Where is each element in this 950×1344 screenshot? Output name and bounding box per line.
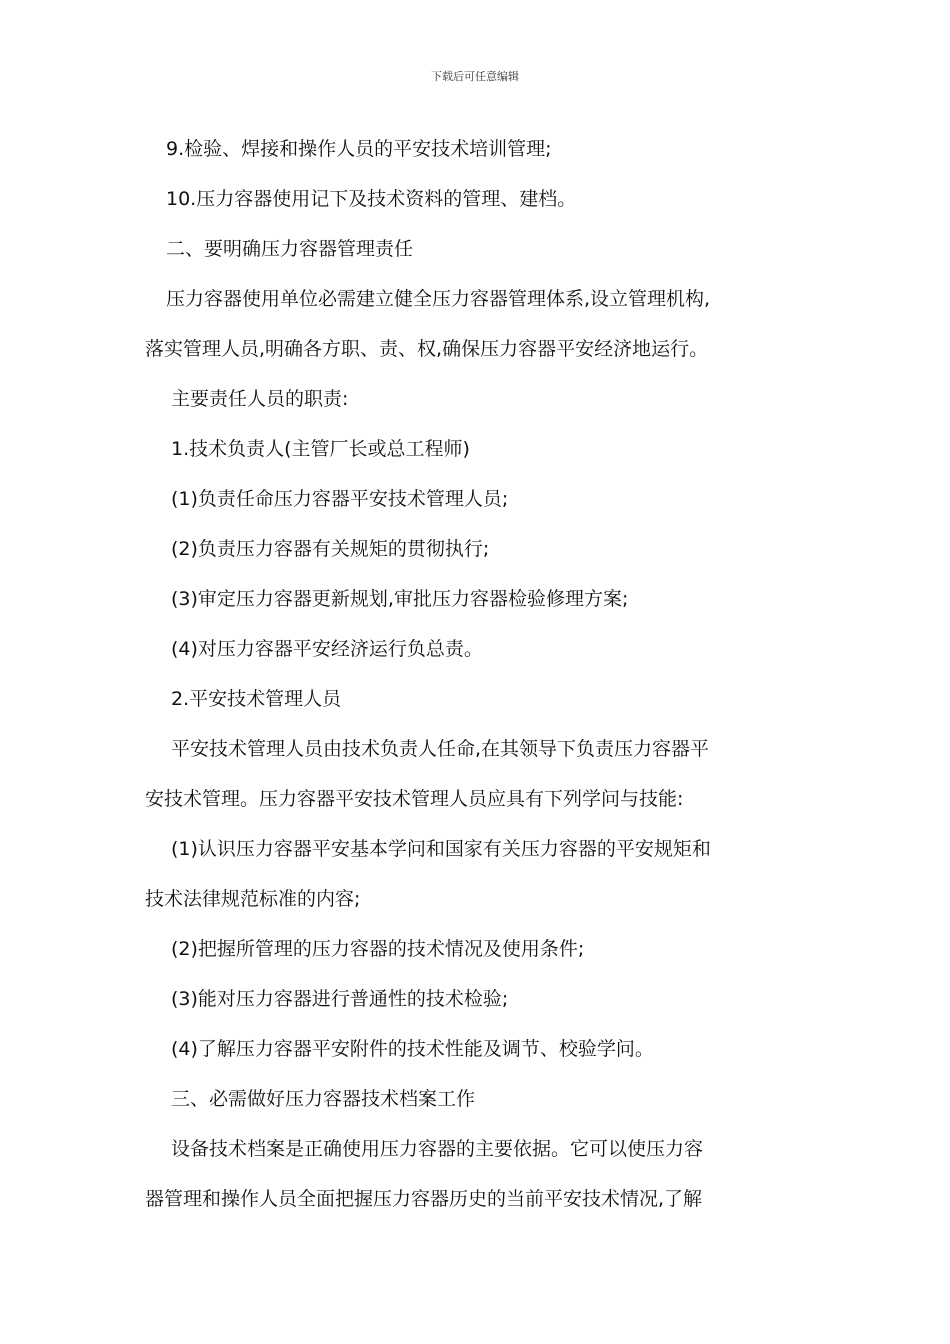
body-line: (1)认识压力容器平安基本学问和国家有关压力容器的平安规矩和 (171, 838, 711, 860)
section-heading: 二、要明确压力容器管理责任 (166, 238, 414, 260)
body-line: 压力容器使用单位必需建立健全压力容器管理体系,设立管理机构, (166, 288, 711, 310)
body-line: 9.检验、焊接和操作人员的平安技术培训管理; (166, 138, 552, 160)
body-line: 1.技术负责人(主管厂长或总工程师) (171, 438, 470, 460)
body-line: 安技术管理。压力容器平安技术管理人员应具有下列学问与技能: (145, 788, 684, 810)
body-line: 主要责任人员的职责: (171, 388, 349, 410)
body-line: (2)负责压力容器有关规矩的贯彻执行; (171, 538, 490, 560)
body-line: (4)了解压力容器平安附件的技术性能及调节、校验学问。 (171, 1038, 654, 1060)
body-line: 技术法律规范标准的内容; (145, 888, 361, 910)
body-line: 设备技术档案是正确使用压力容器的主要依据。它可以使压力容 (171, 1138, 704, 1160)
page-header: 下载后可任意编辑 (431, 70, 519, 83)
document-body (145, 124, 825, 1224)
body-line: (3)审定压力容器更新规划,审批压力容器检验修理方案; (171, 588, 629, 610)
body-line: 器管理和操作人员全面把握压力容器历史的当前平安技术情况,了解 (145, 1188, 703, 1210)
body-line: 2.平安技术管理人员 (171, 688, 342, 710)
body-line: (2)把握所管理的压力容器的技术情况及使用条件; (171, 938, 585, 960)
body-line: (3)能对压力容器进行普通性的技术检验; (171, 988, 509, 1010)
body-line: 落实管理人员,明确各方职、责、权,确保压力容器平安经济地运行。 (145, 338, 709, 360)
body-line: 平安技术管理人员由技术负责人任命,在其领导下负责压力容器平 (171, 738, 710, 760)
body-line: 10.压力容器使用记下及技术资料的管理、建档。 (166, 188, 577, 210)
body-line: (1)负责任命压力容器平安技术管理人员; (171, 488, 509, 510)
section-heading: 三、必需做好压力容器技术档案工作 (171, 1088, 476, 1110)
body-line: (4)对压力容器平安经济运行负总责。 (171, 638, 483, 660)
